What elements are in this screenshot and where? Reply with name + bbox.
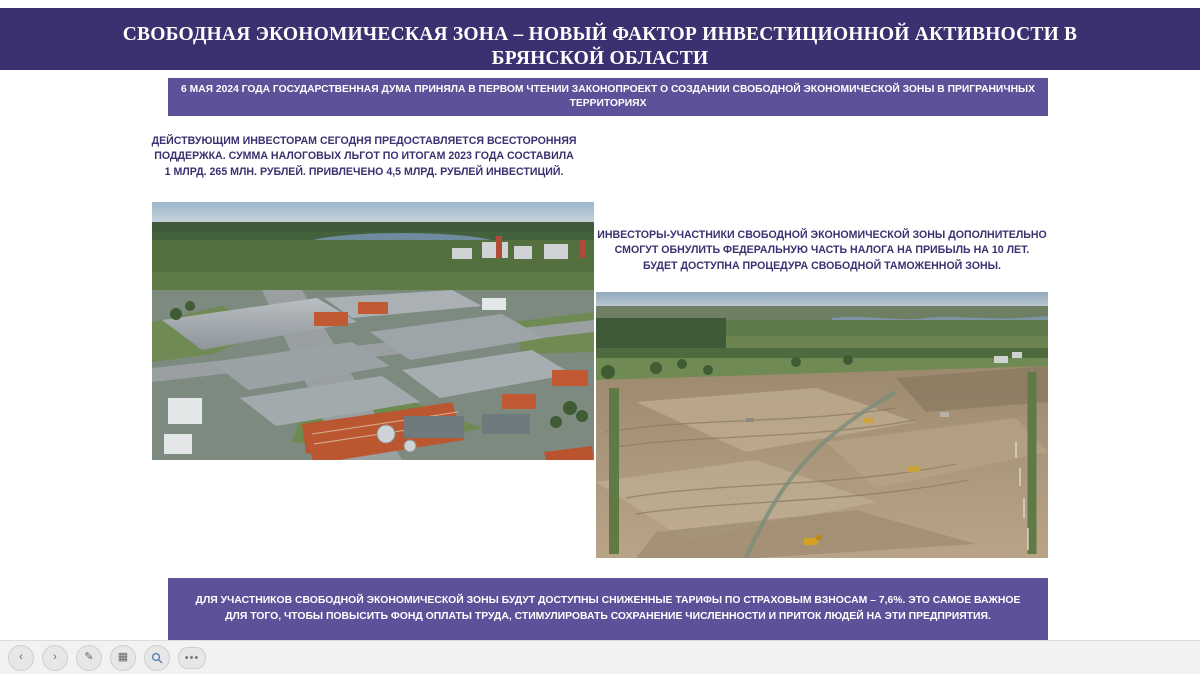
magnifier-icon — [151, 652, 163, 664]
slides-view-button[interactable] — [110, 645, 136, 671]
pen-tool-button[interactable] — [76, 645, 102, 671]
construction-site-aerial-photo — [596, 292, 1048, 558]
title-band — [0, 8, 1200, 70]
investors-benefits-text: ИНВЕСТОРЫ-УЧАСТНИКИ СВОБОДНОЙ ЭКОНОМИЧЕСКОЙ ЗОНЫ ДОПОЛНИТЕЛЬНО СМОГУТ ОБНУЛИТЬ ФЕДЕРАЛЬНУЮ ЧАСТЬ НАЛОГА НА ПРИБЫЛЬ НА 10 ЛЕТ. БУДЕТ ДОСТУПНА ПРОЦЕДУРА СВОБОДНОЙ ТАМОЖЕННОЙ ЗОНЫ. — [597, 229, 1047, 272]
zoom-button[interactable] — [144, 645, 170, 671]
insurance-rates-banner: ДЛЯ УЧАСТНИКОВ СВОБОДНОЙ ЭКОНОМИЧЕСКОЙ ЗОНЫ БУДУТ ДОСТУПНЫ СНИЖЕННЫЕ ТАРИФЫ ПО СТРАХОВЫМ ВЗНОСАМ – 7,6%. ЭТО САМОЕ ВАЖНОЕ ДЛЯ ТОГО, ЧТОБЫ ПОВЫСИТЬ ФОНД ОПЛАТЫ ТРУДА, СТИМУЛИРОВАТЬ СОХРАНЕНИЕ ЧИСЛЕННОСТИ И ПРИТОК ЛЮДЕЙ НА ЭТИ ПРЕДПРИЯТИЯ. — [168, 578, 1048, 640]
next-slide-button[interactable] — [42, 645, 68, 671]
previous-slide-button[interactable] — [8, 645, 34, 671]
page-title: СВОБОДНАЯ ЭКОНОМИЧЕСКАЯ ЗОНА – НОВЫЙ ФАКТОР ИНВЕСТИЦИОННОЙ АКТИВНОСТИ В БРЯНСКОЙ ОБЛАСТИ — [122, 24, 1078, 69]
support-text: ДЕЙСТВУЮЩИМ ИНВЕСТОРАМ СЕГОДНЯ ПРЕДОСТАВЛЯЕТСЯ ВСЕСТОРОННЯЯ ПОДДЕРЖКА. СУММА НАЛОГОВЫХ ЛЬГОТ ПО ИТОГАМ 2023 ГОДА СОСТАВИЛА 1 МЛРД. 265 МЛН. РУБЛЕЙ. ПРИВЛЕЧЕНО 4,5 МЛРД. РУБЛЕЙ ИНВЕСТИЦИЙ. — [151, 135, 577, 178]
viewer-toolbar — [0, 640, 1200, 674]
chevron-right-icon: › — [53, 651, 57, 663]
grid-icon: ▦ — [117, 651, 129, 663]
law-announcement-banner: 6 МАЯ 2024 ГОДА ГОСУДАРСТВЕННАЯ ДУМА ПРИНЯЛА В ПЕРВОМ ЧТЕНИИ ЗАКОНОПРОЕКТ О СОЗДАНИИ СВОБОДНОЙ ЭКОНОМИЧЕСКОЙ ЗОНЫ В ПРИГРАНИЧНЫХ ТЕРРИТОРИЯХ — [168, 78, 1048, 116]
more-options-button[interactable]: ••• — [178, 647, 206, 669]
pen-icon: ✎ — [84, 651, 94, 663]
industrial-park-aerial-photo — [152, 202, 594, 460]
chevron-left-icon: ‹ — [19, 651, 23, 663]
